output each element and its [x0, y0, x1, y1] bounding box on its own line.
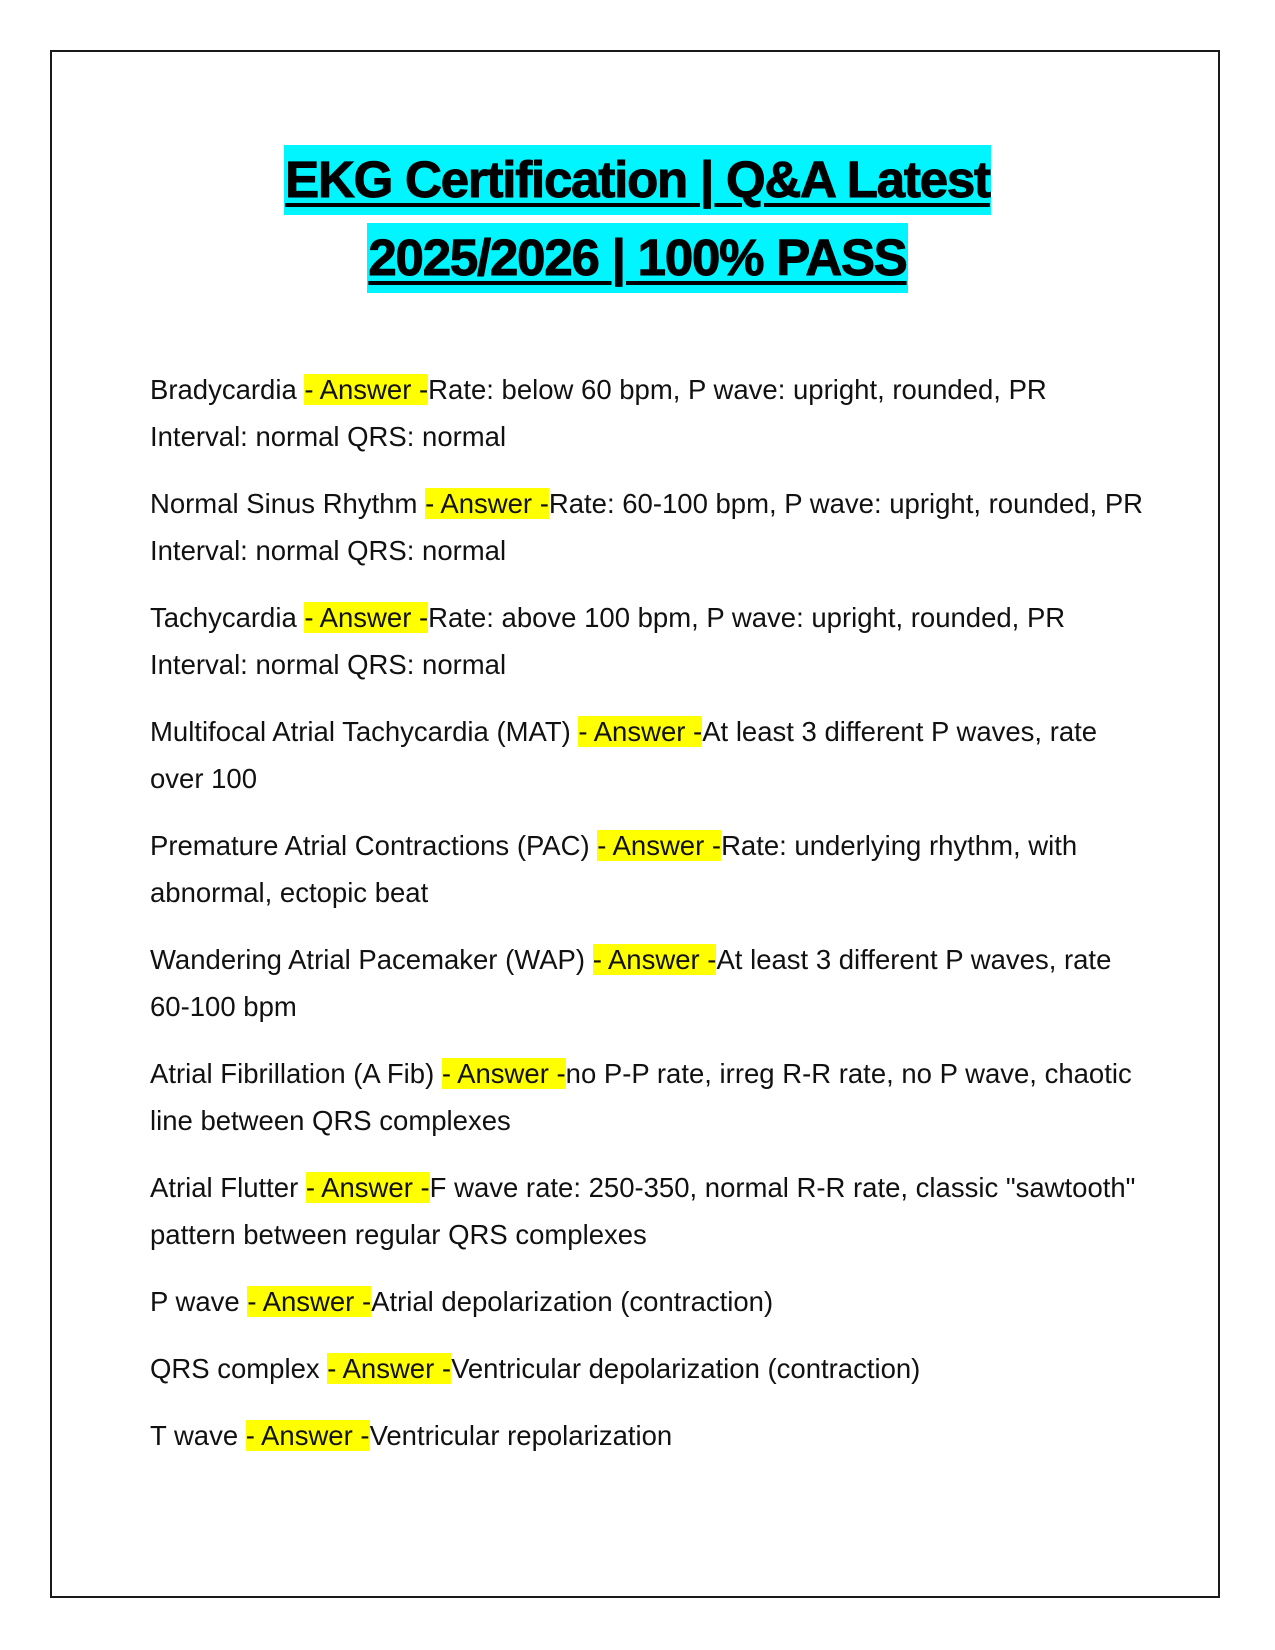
qa-item [150, 594, 1150, 688]
qa-definition: F wave rate: 250-350, normal R-R rate, classic "sawtooth" pattern between regular QRS complexes [150, 1172, 1136, 1250]
document-title [0, 145, 1275, 301]
qa-definition: Atrial depolarization (contraction) [371, 1286, 774, 1317]
qa-definition: Rate: above 100 bpm, P wave: upright, rounded, PR Interval: normal QRS: normal [150, 602, 1066, 680]
answer-tag: - Answer - [592, 944, 717, 975]
answer-tag: - Answer - [304, 374, 429, 405]
answer-tag: - Answer - [305, 1172, 430, 1203]
qa-item [150, 1164, 1150, 1258]
qa-item [150, 1345, 1150, 1392]
qa-definition: Ventricular repolarization [369, 1420, 673, 1451]
qa-item [150, 708, 1150, 802]
qa-definition: At least 3 different P waves, rate 60-100 bpm [150, 944, 1112, 1022]
qa-definition: Ventricular depolarization (contraction) [451, 1353, 921, 1384]
qa-definition: At least 3 different P waves, rate over 100 [150, 716, 1098, 794]
qa-term: Wandering Atrial Pacemaker (WAP) [150, 944, 593, 975]
answer-tag: - Answer - [441, 1058, 566, 1089]
qa-term: Premature Atrial Contractions (PAC) [150, 830, 598, 861]
qa-term: P wave [150, 1286, 248, 1317]
qa-item [150, 480, 1150, 574]
answer-tag: - Answer - [304, 602, 429, 633]
qa-term: Normal Sinus Rhythm [150, 488, 426, 519]
qa-term: Multifocal Atrial Tachycardia (MAT) [150, 716, 579, 747]
answer-tag: - Answer - [425, 488, 549, 519]
qa-item [150, 1278, 1150, 1325]
qa-term: QRS complex [150, 1353, 328, 1384]
answer-tag: - Answer - [578, 716, 703, 747]
qa-list [150, 366, 1150, 1479]
qa-term: Bradycardia [150, 374, 305, 405]
qa-item [150, 1050, 1150, 1144]
answer-tag: - Answer - [245, 1420, 370, 1451]
qa-definition: no P-P rate, irreg R-R rate, no P wave, chaotic line between QRS complexes [150, 1058, 1132, 1136]
qa-definition: Rate: 60-100 bpm, P wave: upright, rounded, PR Interval: normal QRS: normal [150, 488, 1144, 566]
title-line-2: 2025/2026 | 100% PASS [367, 223, 907, 293]
qa-item [150, 366, 1150, 460]
answer-tag: - Answer - [247, 1286, 372, 1317]
answer-tag: - Answer - [597, 830, 722, 861]
title-line-1: EKG Certification | Q&A Latest [284, 145, 991, 215]
qa-item [150, 822, 1150, 916]
qa-definition: Rate: below 60 bpm, P wave: upright, rounded, PR Interval: normal QRS: normal [150, 374, 1047, 452]
qa-term: Atrial Fibrillation (A Fib) [150, 1058, 442, 1089]
qa-term: Tachycardia [150, 602, 305, 633]
answer-tag: - Answer - [327, 1353, 452, 1384]
qa-definition: Rate: underlying rhythm, with abnormal, ectopic beat [150, 830, 1078, 908]
qa-item [150, 1412, 1150, 1459]
qa-item [150, 936, 1150, 1030]
qa-term: T wave [150, 1420, 246, 1451]
qa-term: Atrial Flutter [150, 1172, 306, 1203]
